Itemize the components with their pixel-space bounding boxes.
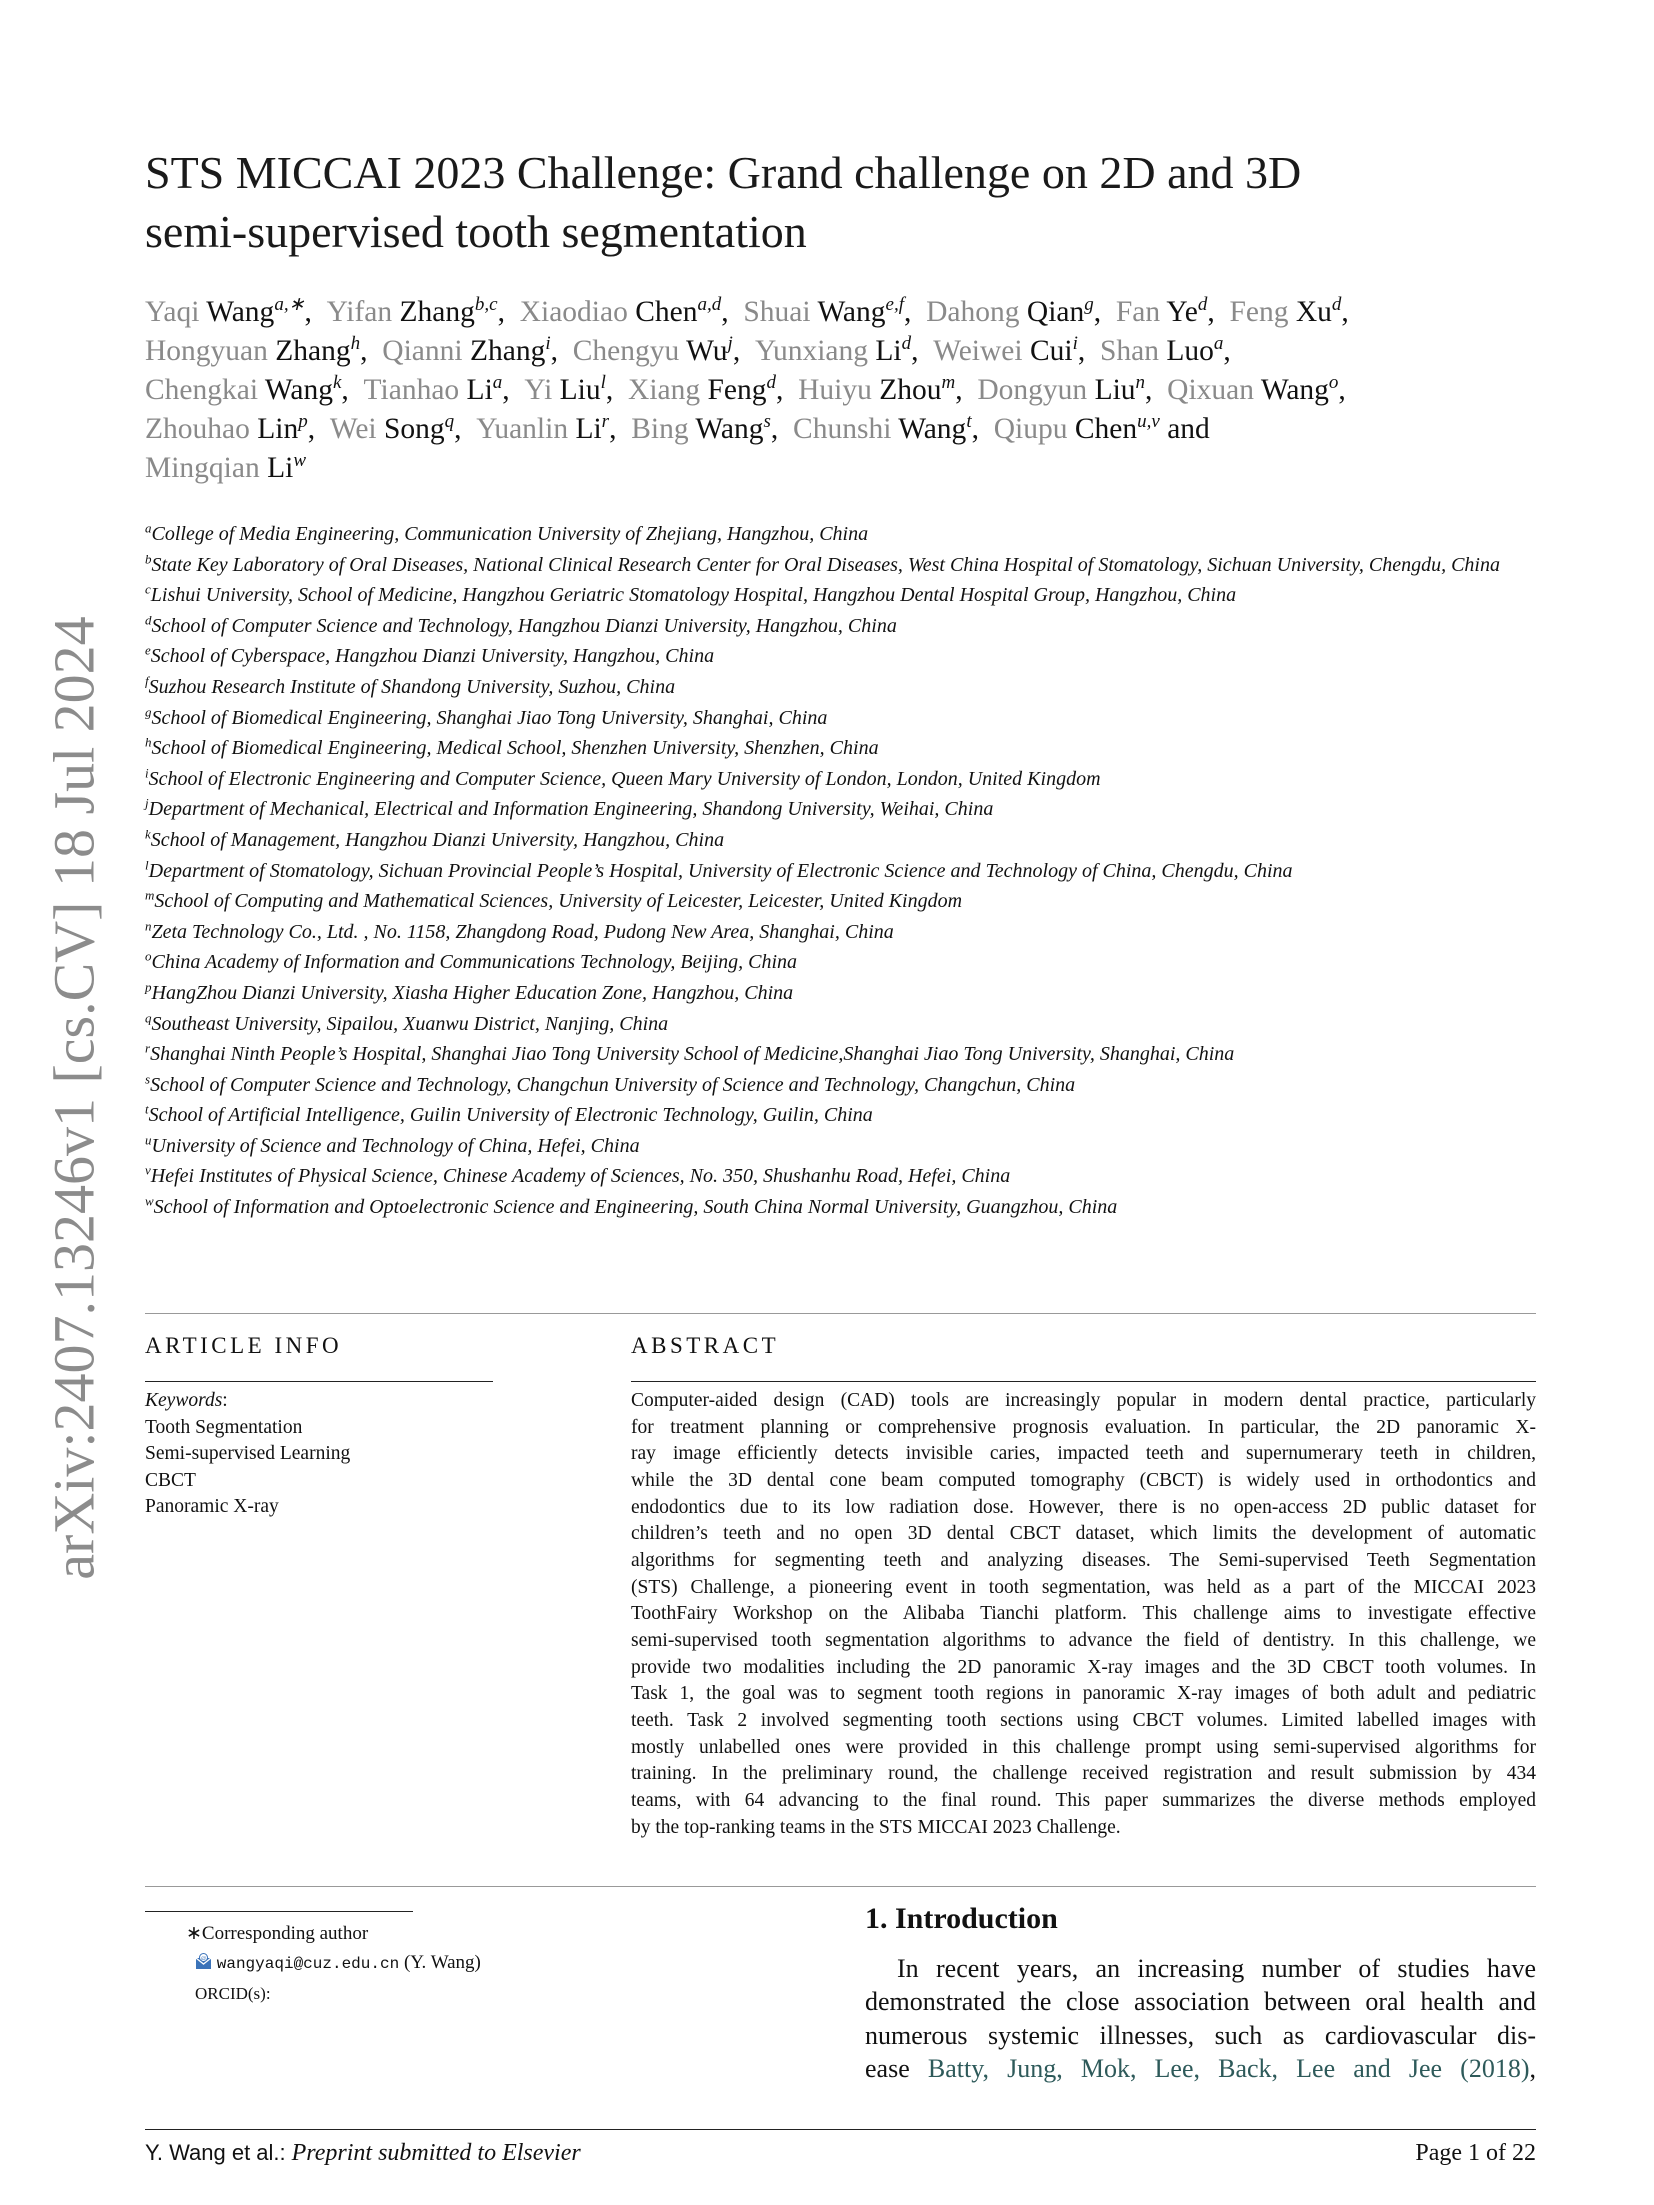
author-affiliation-marks: n xyxy=(1135,372,1146,394)
author-affiliation-marks: t xyxy=(966,411,972,433)
author-line: Zhouhao Lin$^p$, Wei Song$^q$, Yuanlin Li$^r$, Bing Wang$^s$, Chunshi Wang$^t$, Qiupu Chen$^{u,v}$ and xyxy=(145,411,1210,445)
affiliation-text: School of Electronic Engineering and Computer Science, Queen Mary University of London, London, United Kingdom xyxy=(148,767,1101,790)
author-first-name: Hongyuan xyxy=(145,335,268,367)
affiliation-mark: i xyxy=(145,765,149,781)
author-last-name: Liu xyxy=(1094,374,1136,406)
author-affiliation-marks: j xyxy=(727,333,733,355)
author-last-name: Liu xyxy=(559,374,601,406)
author-last-name: Zhang xyxy=(399,296,475,328)
author-first-name: Yuanlin xyxy=(476,413,569,445)
author-affiliation-marks: w xyxy=(293,450,306,472)
affiliation xyxy=(145,705,1540,731)
author-first-name: Chunshi xyxy=(793,413,892,445)
text-line: ToothFairy Workshop on the Alibaba Tianchi platform. This challenge aims to investigate effective xyxy=(631,1603,1536,1625)
author-last-name: Song xyxy=(384,413,445,445)
affiliation-text: Zeta Technology Co., Ltd. , No. 1158, Zhangdong Road, Pudong New Area, Shanghai, China xyxy=(151,920,894,943)
text-line: by the top-ranking teams in the STS MICCAI 2023 Challenge. xyxy=(631,1816,1121,1838)
affiliation-text: School of Biomedical Engineering, Medical School, Shenzhen University, Shenzhen, China xyxy=(151,737,879,760)
author xyxy=(994,413,1160,445)
affiliation-mark: o xyxy=(145,948,152,964)
author xyxy=(330,413,454,445)
footer-authors: Y. Wang et al.: xyxy=(145,2140,286,2165)
author-first-name: Feng xyxy=(1229,296,1289,328)
author-last-name: Zhou xyxy=(879,374,942,406)
text-line: children’s teeth and no open 3D dental CBCT dataset, which limits the development of automatic xyxy=(631,1523,1536,1545)
author-line: Yaqi Wang$^{a,∗}$, Yifan Zhang$^{b,c}$, Xiaodiao Chen$^{a,d}$, Shuai Wang$^{e,f}$, Dahong Qian$^g$, Fan Ye$^d$, Feng Xu$^d$, xyxy=(145,294,1364,328)
author-first-name: Fan xyxy=(1115,296,1161,328)
divider xyxy=(145,1313,1536,1314)
affiliation-mark: l xyxy=(145,856,149,872)
author-first-name: Qiupu xyxy=(993,413,1068,445)
author xyxy=(327,296,498,328)
author-affiliation-marks: e,f xyxy=(885,294,904,316)
author-first-name: Huiyu xyxy=(798,374,872,406)
affiliation-text: China Academy of Information and Communications Technology, Beijing, China xyxy=(151,951,798,974)
arxiv-stamp: arXiv:2407.13246v1 [cs.CV] 18 Jul 2024 xyxy=(41,616,107,1580)
author xyxy=(933,335,1078,367)
affiliation-text: School of Computing and Mathematical Sciences, University of Leicester, Leicester, United Kingdom xyxy=(154,890,963,913)
keyword: Semi-supervised Learning xyxy=(145,1443,351,1464)
author-first-name: Xiaodiao xyxy=(519,296,628,328)
text-fragment: ease xyxy=(865,2054,910,2084)
author-first-name: Qixuan xyxy=(1167,374,1254,406)
text-line: Task 1, the goal was to segment tooth regions in panoramic X-ray images of both adult and pediatric xyxy=(631,1683,1536,1705)
affiliation xyxy=(145,613,1540,639)
affiliation-text: Department of Stomatology, Sichuan Provincial People’s Hospital, University of Electronic Science and Technology of China, Chengdu, China xyxy=(148,859,1293,882)
author xyxy=(631,413,771,445)
affiliation-mark: q xyxy=(145,1009,152,1025)
affiliation xyxy=(145,735,1540,761)
author-affiliation-marks: q xyxy=(444,411,455,433)
author-last-name: Li xyxy=(466,374,493,406)
author xyxy=(1167,374,1338,406)
affiliation xyxy=(145,949,1540,975)
author-line xyxy=(145,449,1545,488)
author-first-name: Dahong xyxy=(926,296,1020,328)
author-affiliation-marks: g xyxy=(1084,294,1094,316)
author-first-name: Shuai xyxy=(743,296,811,328)
affiliation xyxy=(145,674,1540,700)
author-last-name: Wu xyxy=(686,335,728,367)
affiliation-mark: h xyxy=(145,734,152,750)
author-last-name: Li xyxy=(575,413,602,445)
author-last-name: Wang xyxy=(264,374,333,406)
text-line: Computer-aided design (CAD) tools are increasingly popular in modern dental practice, particularly xyxy=(631,1390,1536,1411)
citation-link[interactable]: Batty, Jung, Mok, Lee, Back, Lee and Jee xyxy=(927,2054,1443,2084)
author-affiliation-marks: p xyxy=(298,411,308,433)
author xyxy=(743,296,904,328)
affiliation xyxy=(145,582,1540,608)
affiliation-text: School of Information and Optoelectronic Science and Engineering, South China Normal University, Guangzhou, China xyxy=(153,1196,1118,1219)
page-number: Page 1 of 22 xyxy=(1415,2140,1536,2166)
article-info-heading: ARTICLE INFO xyxy=(145,1333,343,1358)
author-affiliation-marks: d xyxy=(1331,294,1342,316)
author-affiliation-marks: d xyxy=(766,372,776,394)
author-first-name: Shan xyxy=(1100,335,1160,367)
text-line: semi-supervised tooth segmentation algorithms to advance the field of dentistry. In this challenge, we xyxy=(631,1629,1536,1651)
email-icon xyxy=(195,1950,212,1967)
author-first-name: Bing xyxy=(631,413,689,445)
author-affiliation-marks: m xyxy=(941,372,956,394)
affiliation xyxy=(145,766,1540,792)
affiliation-text: School of Cyberspace, Hangzhou Dianzi University, Hangzhou, China xyxy=(150,645,715,668)
author-first-name: Yi xyxy=(524,374,553,406)
affiliation xyxy=(145,919,1540,945)
affiliation-mark: n xyxy=(145,918,152,934)
affiliation-mark: p xyxy=(145,979,152,995)
footnote-rule xyxy=(145,1911,413,1912)
author-first-name: Yunxiang xyxy=(754,335,869,367)
text-line: for treatment planning or comprehensive prognosis evaluation. In particular, the 2D panoramic X- xyxy=(631,1416,1536,1438)
affiliation-text: Hefei Institutes of Physical Science, Chinese Academy of Sciences, No. 350, Shushanhu Road, Hefei, China xyxy=(150,1165,1011,1188)
svg-text:@: @ xyxy=(200,1956,207,1962)
author xyxy=(1100,335,1223,367)
author xyxy=(364,374,503,406)
affiliation-mark: b xyxy=(145,550,152,566)
author-first-name: Zhouhao xyxy=(145,413,250,445)
text-line xyxy=(865,2052,1536,2085)
affiliation-text: School of Artificial Intelligence, Guilin University of Electronic Technology, Guilin, China xyxy=(148,1104,873,1127)
citation-year-link[interactable]: (2018) xyxy=(1460,2054,1530,2084)
author-first-name: Chengyu xyxy=(572,335,680,367)
affiliation-text: Department of Mechanical, Electrical and Information Engineering, Shandong University, Weihai, China xyxy=(148,798,994,821)
affiliation-text: School of Management, Hangzhou Dianzi University, Hangzhou, China xyxy=(150,828,725,851)
page-footer xyxy=(145,2140,1536,2167)
keyword: CBCT xyxy=(145,1469,196,1491)
author-first-name: Weiwei xyxy=(933,335,1023,367)
author-first-name: Xiang xyxy=(628,374,701,406)
text-line: (STS) Challenge, a pioneering event in tooth segmentation, was held as a part of the MICCAI 2023 xyxy=(631,1576,1536,1598)
affiliation-text: Southeast University, Sipailou, Xuanwu District, Nanjing, China xyxy=(151,1012,669,1035)
abstract-heading: ABSTRACT xyxy=(631,1333,780,1358)
author-affiliation-marks: s xyxy=(763,411,771,433)
affiliation-text: Suzhou Research Institute of Shandong University, Suzhou, China xyxy=(148,675,676,698)
author-affiliation-marks: h xyxy=(350,333,361,355)
affiliation-text: College of Media Engineering, Communication University of Zhejiang, Hangzhou, China xyxy=(151,523,869,545)
author-last-name: Ye xyxy=(1166,296,1198,328)
author-affiliation-marks: d xyxy=(901,333,912,355)
affiliation-mark: c xyxy=(145,581,151,597)
keyword: Panoramic X-ray xyxy=(145,1496,279,1517)
author-last-name: Li xyxy=(267,452,294,484)
author-last-name: Wang xyxy=(695,413,764,445)
author-affiliation-marks: r xyxy=(601,411,610,433)
affiliation-mark: d xyxy=(145,612,152,628)
affiliation-list xyxy=(145,521,1540,1225)
author-last-name: Wang xyxy=(898,413,967,445)
affiliation-mark: e xyxy=(145,642,151,658)
author-affiliation-marks: i xyxy=(545,333,551,355)
author-last-name: Feng xyxy=(707,374,767,406)
affiliation-mark: t xyxy=(145,1101,149,1117)
affiliation-mark: u xyxy=(145,1132,152,1148)
author-line: Chengkai Wang$^k$, Tianhao Li$^a$, Yi Liu$^l$, Xiang Feng$^d$, Huiyu Zhou$^m$, Dongyun Liu$^n$, Qixuan Wang$^o$, xyxy=(145,372,1361,406)
author xyxy=(145,374,341,406)
author-first-name: Tianhao xyxy=(363,374,460,406)
author-affiliation-marks: u,v xyxy=(1137,411,1160,433)
footnote xyxy=(186,1919,481,2008)
author-affiliation-marks: d xyxy=(1197,294,1208,316)
text-fragment: , xyxy=(1529,2054,1536,2084)
author xyxy=(977,374,1145,406)
affiliation xyxy=(145,1041,1540,1067)
affiliation xyxy=(145,1133,1540,1159)
author xyxy=(628,374,776,406)
section-heading-introduction: 1. Introduction xyxy=(865,1902,1058,1935)
author xyxy=(476,413,609,445)
title-line: semi-supervised tooth segmentation xyxy=(145,206,807,257)
affiliation xyxy=(145,643,1540,669)
affiliation xyxy=(145,552,1540,578)
author xyxy=(1116,296,1207,328)
author-first-name: Mingqian xyxy=(145,452,260,484)
author-last-name: Wang xyxy=(817,296,886,328)
author-affiliation-marks: k xyxy=(332,372,342,394)
author xyxy=(926,296,1094,328)
author-last-name: Wang xyxy=(206,296,275,328)
affiliation xyxy=(145,827,1540,853)
text-line: ray image efficiently detects invisible caries, impacted teeth and supernumerary teeth in children, xyxy=(631,1443,1536,1465)
affiliation xyxy=(145,1194,1540,1220)
author xyxy=(573,335,733,367)
author-last-name: Wang xyxy=(1260,374,1329,406)
author-last-name: Chen xyxy=(1074,413,1138,445)
affiliation xyxy=(145,888,1540,914)
affiliation-text: State Key Laboratory of Oral Diseases, National Clinical Research Center for Oral Diseases, West China Hospital of Stomatology, Sichuan University, Chengdu, China xyxy=(151,553,1500,576)
author xyxy=(520,296,722,328)
divider xyxy=(145,1381,493,1382)
keywords-label: Keywords xyxy=(145,1390,223,1411)
affiliation-text: Lishui University, School of Medicine, Hangzhou Geriatric Stomatology Hospital, Hangzhou Dental Hospital Group, Hangzhou, China xyxy=(150,584,1237,607)
author-last-name: Zhang xyxy=(275,335,351,367)
text-line: provide two modalities including the 2D panoramic X-ray images and the 3D CBCT tooth volumes. In xyxy=(631,1656,1536,1678)
affiliation-text: School of Biomedical Engineering, Shanghai Jiao Tong University, Shanghai, China xyxy=(151,706,828,729)
affiliation-text: University of Science and Technology of China, Hefei, China xyxy=(151,1134,640,1157)
author xyxy=(798,374,955,406)
keyword: Tooth Segmentation xyxy=(145,1416,303,1438)
footer-rule xyxy=(145,2129,1536,2130)
affiliation-mark: m xyxy=(145,887,155,903)
affiliation-mark: k xyxy=(145,826,151,842)
affiliation-text: School of Computer Science and Technology, Hangzhou Dianzi University, Hangzhou, China xyxy=(151,614,897,637)
text-line: mostly unlabelled ones were provided in this challenge prompt using semi-supervised algorithms for xyxy=(631,1736,1536,1758)
author-affiliation-marks: o xyxy=(1328,372,1339,394)
affiliation xyxy=(145,796,1540,822)
text-line: teams, with 64 advancing to the final round. This paper summarizes the diverse methods employed xyxy=(631,1789,1536,1811)
author-affiliation-marks: i xyxy=(1072,333,1078,355)
author-last-name: Lin xyxy=(257,413,299,445)
footer-venue: Preprint submitted to Elsevier xyxy=(291,2140,581,2166)
author xyxy=(145,413,308,445)
author-last-name: Xu xyxy=(1295,296,1332,328)
author-last-name: Chen xyxy=(635,296,698,328)
author-first-name: Yaqi xyxy=(145,296,200,328)
affiliation-text: Shanghai Ninth People’s Hospital, Shanghai Jiao Tong University School of Medicine,Shanghai Jiao Tong University, Shanghai, China xyxy=(150,1043,1235,1066)
author-affiliation-marks: b,c xyxy=(474,294,498,316)
affiliation-mark: v xyxy=(145,1162,151,1178)
author-first-name: Chengkai xyxy=(145,374,259,406)
affiliation xyxy=(145,1011,1540,1037)
author-first-name: Dongyun xyxy=(977,374,1088,406)
abstract-text xyxy=(631,1388,1536,1841)
author xyxy=(145,296,304,328)
text-line: algorithms for segmenting teeth and analyzing diseases. The Semi-supervised Teeth Segmentation xyxy=(631,1549,1536,1571)
affiliation-mark: a xyxy=(145,520,152,536)
affiliation xyxy=(145,1102,1540,1128)
affiliation xyxy=(145,858,1540,884)
affiliation xyxy=(145,1072,1540,1098)
author-affiliation-marks: l xyxy=(600,372,606,394)
affiliation-text: School of Computer Science and Technology, Changchun University of Science and Technology, Changchun, China xyxy=(150,1073,1076,1096)
corresponding-author-note: ∗Corresponding author xyxy=(186,1923,369,1944)
author-first-name: Yifan xyxy=(326,296,393,328)
affiliation-mark: j xyxy=(145,795,149,811)
author-last-name: Li xyxy=(875,335,902,367)
author-affiliation-marks: a xyxy=(492,372,503,394)
author-line: Hongyuan Zhang$^h$, Qianni Zhang$^i$, Chengyu Wu$^j$, Yunxiang Li$^d$, Weiwei Cui$^i$, Shan Luo$^a$, xyxy=(145,333,1246,367)
authors-and: and xyxy=(1167,413,1210,445)
author-affiliation-marks: a xyxy=(1213,333,1224,355)
affiliation-mark: g xyxy=(145,703,152,719)
author xyxy=(793,413,972,445)
paper-title xyxy=(145,143,1545,261)
affiliation xyxy=(145,1163,1540,1189)
divider xyxy=(631,1381,1536,1382)
title-line: STS MICCAI 2023 Challenge: Grand challenge on 2D and 3D xyxy=(145,147,1302,198)
affiliation-text: HangZhou Dianzi University, Xiasha Higher Education Zone, Hangzhou, China xyxy=(151,981,794,1004)
text-line: endodontics due to its low radiation dose. However, there is no open-access 2D public dataset for xyxy=(631,1496,1536,1518)
text-line: teeth. Task 2 involved segmenting tooth sections using CBCT volumes. Limited labelled images with xyxy=(631,1709,1536,1731)
author-list xyxy=(145,293,1545,488)
affiliation xyxy=(145,980,1540,1006)
author-last-name: Luo xyxy=(1166,335,1214,367)
affiliation-mark: r xyxy=(145,1040,151,1056)
divider xyxy=(145,1886,1536,1887)
author-first-name: Wei xyxy=(329,413,377,445)
author xyxy=(1229,296,1341,328)
affiliation xyxy=(145,521,1540,547)
author xyxy=(382,335,550,367)
text-line: demonstrated the close association between oral health and xyxy=(865,1987,1536,2017)
text-line: In recent years, an increasing number of studies have xyxy=(897,1954,1536,1983)
keywords: Keywords: Tooth Segmentation Semi-supervised Learning CBCT Panoramic X-ray xyxy=(145,1388,350,1521)
email-link[interactable]: wangyaqi@cuz.edu.cn xyxy=(216,1955,400,1973)
text-line: training. In the preliminary round, the challenge received registration and result submission by 434 xyxy=(631,1763,1536,1785)
introduction-text xyxy=(865,1952,1536,2086)
author-affiliation-marks: a,d xyxy=(697,294,722,316)
author-affiliation-marks: a,∗ xyxy=(274,294,305,316)
author xyxy=(145,452,306,484)
author-first-name: Qianni xyxy=(382,335,463,367)
orcid-label: ORCID(s): xyxy=(195,1984,271,2003)
affiliation-mark: s xyxy=(145,1071,151,1087)
email-owner: (Y. Wang) xyxy=(403,1952,481,1973)
affiliation-mark: f xyxy=(145,673,149,689)
author-last-name: Cui xyxy=(1029,335,1073,367)
text-line: numerous systemic illnesses, such as cardiovascular dis- xyxy=(865,2020,1536,2050)
author xyxy=(524,374,606,406)
author-last-name: Zhang xyxy=(469,335,546,367)
author-last-name: Qian xyxy=(1026,296,1085,328)
text-line: while the 3D dental cone beam computed tomography (CBCT) is widely used in orthodontics and xyxy=(631,1469,1536,1491)
author xyxy=(145,335,360,367)
author xyxy=(755,335,911,367)
affiliation-mark: w xyxy=(145,1193,154,1209)
